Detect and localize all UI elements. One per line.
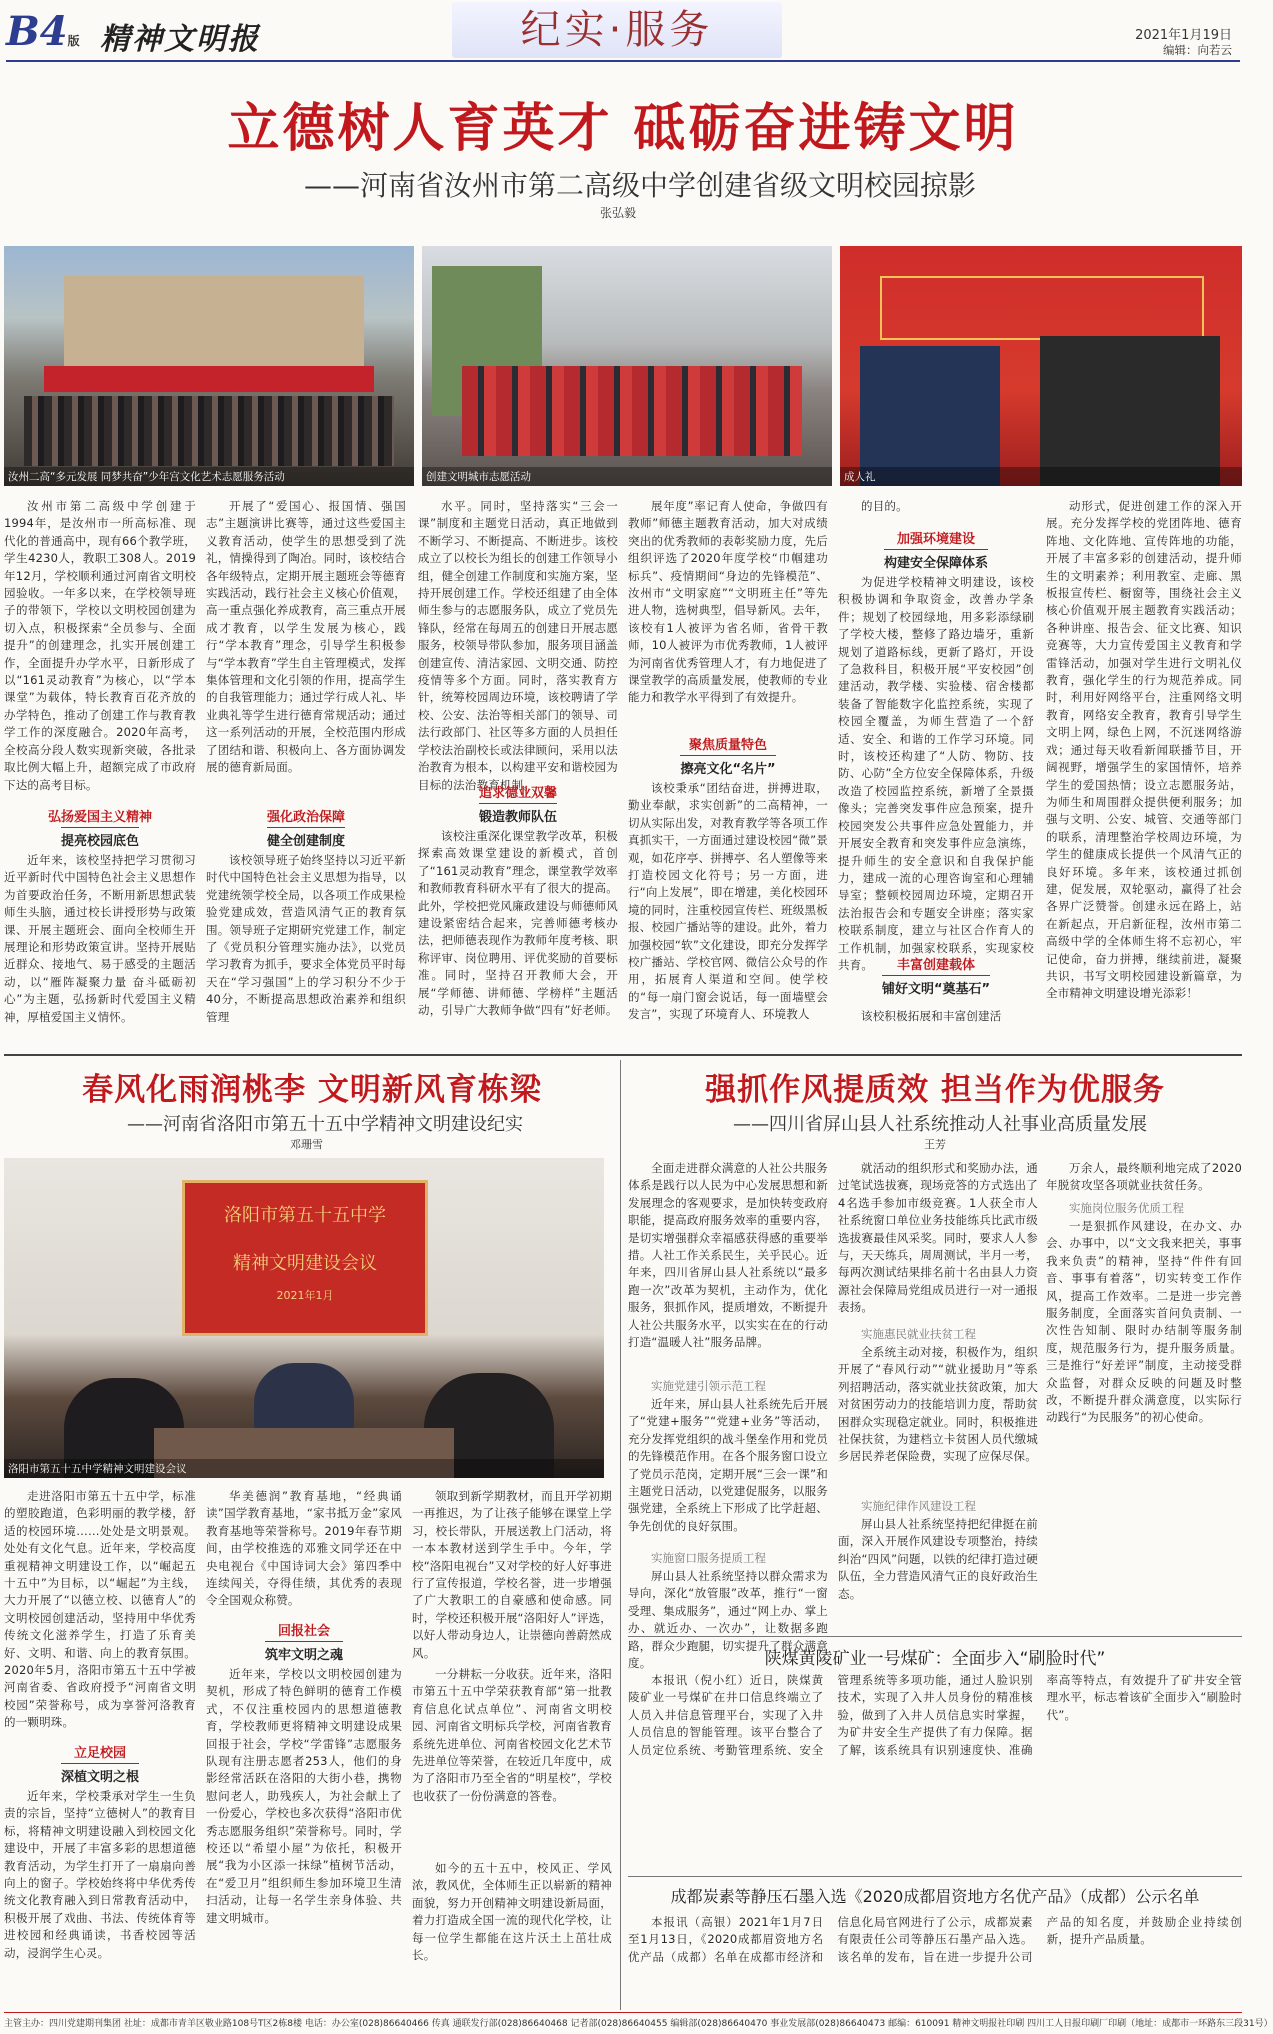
article3-col2-body2: 全系统主动对接，积极作为，组织开展了“春风行动”“就业援助月”等系列招聘活动，落实就业扶贫政策，加大对贫困劳动力的技能培训力度，帮助贫困群众实现稳定就业。同时，积极推进社保扶贫，为建档立卡贫困人员代缴城乡居民养老保险费，实现了应保尽保。 [838,1345,1038,1464]
footer-rule [4,2012,1242,2013]
article3-col1-body2: 近年来，屏山县人社系统先后开展了“党建+服务”“党建+业务”等活动，充分发挥党组织的战斗堡垒作用和党员的先锋模范作用。在各个服务窗口设立了党员示范岗，定期开展“三会一课”和主题党日活动，以党建促服务，以服务强党建，全系统上下形成了比学赶超、争先创优的良好氛围。 [628,1397,828,1533]
brief1-body: 本报讯（倪小红）近日，陕煤黄陵矿业一号煤矿在井口信息终端立了人员入井信息管理平台，实现了入井人员信息的智能管理。该平台整合了人员定位系统、考勤管理系统、安全管理系统等多项功能，通过人脸识别技术，实现了入井人员身份的精准核验，做到了入井人员信息实时掌握，为矿井安全生产提供了有力保障。据了解，该系统具有识别速度快、准确率高等特点，有效提升了矿井安全管理水平，标志着该矿全面步入“刷脸时代”。 [628,1673,1242,1757]
article3-col3-body: 万余人，最终顺利地完成了2020年脱贫攻坚各项就业扶贫任务。 [1046,1161,1242,1193]
issue-date: 2021年1月19日 [1135,28,1232,43]
article1-col5-body1: 为促进学校精神文明建设，该校积极协调和争取资金，改善办学条件；规划了校园绿地，用多彩添绿刷了学校大楼，整修了路边墙牙，重新规划了道路标线，更新了路灯，开设了急救科目，积极开展“平安校园”创建活动，教学楼、实验楼、宿舍楼都装备了智能数字化监控系统，实现了校园全覆盖，为师生营造了一个舒适、安全、和谐的工作学习环境。同时，该校还构建了“人防、物防、技防、心防”全方位安全保障体系，升级改造了校园监控系统，新增了全景摄像头；完善突发事件应急预案，提升校园突发公共事件应急处置能力，并开展安全教育和突发事件应急演练，提升师生的安全意识和自我保护能力，建成一流的心理咨询室和心理辅导室；整顿校园周边环境，定期召开法治报告会和专题安全讲座；落实家校联系制度，建立与社区合作育人的工作机制，加强家校联系，实现家校共育。 [838,575,1034,972]
article2-col3-body2: 一分耕耘一分收获。近年来，洛阳市第五十五中学荣获教育部“第一批教育信息化试点单位”、河南省文明校园、河南省文明标兵学校，河南省教育系统先进单位、河南省校园文化艺术节先进单位等荣誉，在较近几年度中，成为了洛阳市乃至全省的“明星校”，学校也收获了一份份满意的答卷。 [412,1667,612,1803]
article1-photo-2 [422,246,832,486]
article3-col1-subhead1: 实施党建引领示范工程 [651,1379,766,1393]
article1-photo-1 [4,246,414,486]
article1-col1-subhead: 弘扬爱国主义精神 提亮校园底色 [47,810,152,849]
brief1-title: 陕煤黄陵矿业一号煤矿：全面步入“刷脸时代” [764,1649,1106,1669]
article3-col1-subhead2: 实施窗口服务提质工程 [651,1551,766,1565]
article3-col1-body: 全面走进群众满意的人社公共服务体系是践行以人民为中心发展思想和新发展理念的客观要求，是加快转变政府职能，提高政府服务效率的重要内容，是切实增强群众幸福感获得感的重要举措。人社工作关系民生，关乎民心。近年来，四川省屏山县人社系统以“最多跑一次”改革为契机，主动作为，优化服务，狠抓作风，提质增效，不断提升人社公共服务水平，以实实在在的行动打造“温暖人社”服务品牌。 [628,1161,828,1350]
article2-photo [4,1158,604,1478]
section-banner [452,2,782,58]
brief2-body: 本报讯（高银）2021年1月7日至1月13日，《2020成都眉资地方名优产品（成都）名单在成都市经济和信息化局官网进行了公示，成都炭素有限责任公司等静压石墨产品入选。该名单的发布，旨在进一步提升公司产品的知名度，并鼓励企业持续创新，提升产品质量。 [628,1915,1242,1964]
article2-col1-body: 走进洛阳市第五十五中学，标准的塑胶跑道，色彩明丽的教学楼，舒适的校园环境……处处是文明景观。处处有文化气息。近年来，学校高度重视精神文明建设工作，以“崛起五十五中”为目标，以“崛起”为主线，大力开展了“以德立校、以德育人”的文明校园创建活动，坚持用中华优秀传统文化滋养学生，打造了乐育美好、文明、和谐、向上的教育氛围。2020年5月，洛阳市第五十五中学被河南省委、省政府授予“河南省文明校园”荣誉称号，成为享誉河洛教育的一颗明珠。 [4,1489,196,1730]
brief2-title: 成都炭素等静压石墨入选《2020成都眉资地方名优产品》（成都）公示名单 [670,1887,1200,1906]
article1-title: 立德树人育英才 砥砺奋进铸文明 [227,99,1019,159]
article1-subtitle: ——河南省汝州市第二高级中学创建省级文明校园掠影 [303,169,976,202]
article3-col3-body2: 一是狠抓作风建设，在办文、办会、办事中，以“文文我来把关，事事我来负责”的精神，坚持“件件有回音、事事有着落”，切实转变工作作风，提高工作效率。二是进一步完善服务制度，全面落实首问负责制、一次性告知制、限时办结制等服务制度，规范服务行为，提升服务质量。三是推行“好差评”制度，主动接受群众监督，对群众反映的问题及时整改，不断提升群众满意度，以实际行动践行“为民服务”的初心使命。 [1046,1219,1242,1425]
article1-col3-body: 水平。同时，坚持落实“三会一课”制度和主题党日活动，真正地做到不断学习、不断提高、不断进步。该校成立了以校长为组长的创建工作领导小组，健全创建工作制度和实施方案，坚持开展创建工作。学校还组建了由全体师生参与的志愿服务队，成立了党员先锋队，经常在每周五的创建日开展志愿服务，校领导带队参加，服务项目涵盖创建宣传、清洁家园、文明交通、防控疫情等多个方面。同时，落实教育方针，统筹校园周边环境，该校聘请了学校、公安、法治等相关部门的领导、司法行政部门、社区等多方面的人员担任学校法治副校长或法律顾问，采用以法治教育为根本，以构建平安和谐校园为目标的法治教育机制。 [418,499,618,792]
footer-text: 主管主办：四川党建期刊集团 社址：成都市青羊区敬业路108号T区2栋8楼 电话：办公室(028)86640466 传真 通联发行部(028)86640468 记者部(028)86640455 编辑部(028)86640470 事业发展部(028)86640473 邮编：610091 精神文明报社印刷 四川工人日报印刷厂印刷（地址：成都市一环路东三段31号） [4,2019,1273,2029]
article2-col1-body2: 近年来，学校秉承对学生一生负责的宗旨，坚持“立德树人”的教育目标，将精神文明建设融入到校园文化建设中，开展了丰富多彩的思想道德教育活动，为学生打开了一扇扇向善向上的窗子。学校始终将中华优秀传统文化教育融入到日常教育活动中，积极开展了戏曲、书法、传统体育等进校园和经典诵读，书香校园等活动，浸润学生心灵。 [4,1789,196,1960]
article1-col5-subhead2: 丰富创建载体 铺好文明“奠基石” [881,958,991,997]
article1-col3-body2: 该校注重深化课堂教学改革，积极探索高效课堂建设的新模式，首创了“161灵动教育”理念，课堂教学效率和教师教育科研水平有了很大的提高。此外，学校把党风廉政建设与师德师风建设紧密结合起来，完善师德考核办法，把师德表现作为教师年度考核、职称评审、岗位聘用、评优奖励的首要标准。同时，坚持召开教师大会，开展“学师德、讲师德、学榜样”主题活动，引导广大教师争做“四有”好老师。 [418,829,618,1018]
article1-photo-3 [840,246,1242,486]
article2-author: 邓珊雪 [290,1138,323,1151]
article3-col3-subhead1: 实施岗位服务优质工程 [1069,1201,1184,1215]
photo-caption: 成人礼 [840,467,1242,486]
article2-col3-body: 领取到新学期教材，而且开学初期一再推迟，为了让孩子能够在课堂上学习，校长带队，开展送教上门活动，将一本本教材送到学生手中。今年，学校“洛阳电视台”又对学校的好人好事进行了宣传报道，学校名誉，进一步增强了广大教职工的自豪感和使命感。同时，学校还积极开展“洛阳好人”评选，以好人带动身边人，让崇德向善蔚然成风。 [412,1489,612,1660]
article1-col4-subhead: 聚焦质量特色 擦亮文化“名片” [680,738,776,777]
article2-col2-body2: 近年来，学校以文明校园创建为契机，形成了特色鲜明的德育工作模式，不仅注重校园内的思想道德教育，学校教师更将精神文明建设成果回报于社会，学校“学雷锋”志愿服务队现有注册志愿者253人，他们的身影经常活跃在洛阳的大街小巷，携物慰问老人，助残疾人，为社会献上了一份爱心，学校也多次获得“洛阳市优秀志愿服务组织”荣誉称号。同时，学校还以“希望小屋”为依托，积极开展“我为小区添一抹绿”植树节活动，在“爱卫月”组织师生参加环境卫生清扫活动，让每一名学生亲身体验、共建文明城市。 [206,1667,402,1925]
article2-col2-subhead: 回报社会 筑牢文明之魂 [264,1624,343,1663]
article3-col2-body3: 屏山县人社系统坚持把纪律挺在前面，深入开展作风建设专项整治，持续纠治“四风”问题，以铁的纪律打造过硬队伍，全力营造风清气正的良好政治生态。 [838,1517,1038,1601]
article1-col5-body: 的目的。 [861,499,908,513]
article3-subtitle: ——四川省屏山县人社系统推动人社事业高质量发展 [733,1114,1147,1135]
section-divider [4,1054,1242,1056]
section-title: 纪实·服务 [520,7,714,53]
photo-caption: 洛阳市第五十五中学精神文明建设会议 [4,1459,604,1478]
brief1-rule [628,1636,1242,1637]
article1-col3-subhead: 追求德业双馨 锻造教师队伍 [478,786,557,825]
article3-author: 王芳 [924,1138,946,1151]
meeting-banner: 洛阳市第五十五中学 精神文明建设会议 2021年1月 [182,1180,428,1336]
page-number: B4版 [6,8,80,55]
masthead [0,0,1246,62]
article1-col1-body2: 近年来，该校坚持把学习贯彻习近平新时代中国特色社会主义思想作为首要政治任务，不断用新思想武装师生头脑，通过校长讲授形势与政策课、开展主题班会、面向全校师生开展理论和形势政策宣讲。坚持开展贴近群众、接地气、易于感受的主题活动，以“雁阵凝聚力量 奋斗砥砺初心”为主题，弘扬新时代爱国主义精神，厚植爱国主义情怀。 [4,853,196,1024]
article2-col2-body: 华美德润”教育基地，“经典诵读”国学教育基地，“家书抵万金”家风教育基地等荣誉称号。2019年春节期间，由学校推选的邓雅文同学还在中央电视台《中国诗词大会》第四季中连续闯关，夺得佳绩，其优秀的表现令全国观众称赞。 [206,1489,402,1608]
article1-col4-body: 展年度”率记育人使命，争做四有教师”师德主题教育活动，加大对成绩突出的优秀教师的表彰奖励力度，先后组织评选了2020年度学校“巾帼建功标兵”、疫情期间“身边的先锋模范”、汝州市“文明家庭”“文明班主任”等先进人物，选树典型，倡导新风。去年，该校有1人被评为省名师，省骨干教师，10人被评为市优秀教师，1人被评为河南省优秀管理人才，有力地促进了课堂教学的高质量发展，使教师的专业能力和教学水平得到了有效提升。 [628,499,828,705]
photo-caption: 汝州二高“多元发展 同梦共奋”少年宫文化艺术志愿服务活动 [4,467,414,486]
article1-col2-subhead: 强化政治保障 健全创建制度 [266,810,345,849]
article3-col2-subhead2: 实施纪律作风建设工程 [861,1499,976,1513]
article1-author: 张弘毅 [600,206,637,220]
article2-col3-body3: 如今的五十五中，校风正、学风浓，教风优，全体师生正以崭新的精神面貌，努力开创精神文明建设新局面，着力打造成全国一流的现代化学校，让每一位学生都能在这片沃土上茁壮成长。 [412,1861,612,1963]
editor-credit: 编辑：向若云 [1163,43,1232,57]
paper-name-logo: 精神文明报 [100,22,260,57]
masthead-rule [6,60,1240,62]
article1-col2-body2: 该校领导班子始终坚持以习近平新时代中国特色社会主义思想为指导，以党建统领学校全局，以各项工作成果检验党建成效，营造风清气正的教育氛围。领导班子定期研究党建工作，制定了《党员积分管理实施办法》，以党员学习教育为抓手，要求全体党员平时每天在“学习强国”上的学习积分不少于40分，不断提高思想政治素养和组织管理 [206,853,406,1024]
article1-col6-body: 动形式，促进创建工作的深入开展。充分发挥学校的党团阵地、德育阵地、文化阵地、宣传阵地的功能，开展了丰富多彩的创建活动，提升师生的文明素养；利用教室、走廊、黑板报宣传栏、橱窗等，围绕社会主义核心价值观开展主题教育实践活动；各种讲座、报告会、征文比赛、知识竞赛等，大力宣传爱国主义教育和学雷锋活动，加强对学生进行文明礼仪教育，强化学生的行为规范养成。同时，利用好网络平台，注重网络文明教育，网络安全教育，教育引导学生文明上网，绿色上网，不沉迷网络游戏；通过每天收看新闻联播节目，开阔视野，增强学生的家国情怀，培养学生的爱国热情；设立志愿服务站，为师生和周围群众提供便利服务；加强与文明、公安、城管、交通等部门的联系，清理整治学校周边环境，为学生的健康成长提供一个风清气正的良好环境。多年来，该校通过抓创建，促发展，双轮驱动，赢得了社会各界广泛赞誉。创建永远在路上，站在新起点，开启新征程，汝州市第二高级中学的全体师生将不忘初心，牢记使命，奋力拼搏，继续前进，凝聚共识，书写文明校园建设新篇章，为全市精神文明建设增光添彩！ [1046,499,1242,1001]
article1-col1-body: 汝州市第二高级中学创建于1994年，是汝州市一所高标准、现代化的普通高中，现有66个教学班，学生4230人，教职工308人。2019年12月，学校顺利通过河南省文明校园验收。一年多以来，在学校领导班子的带领下，学校以文明校园创建为切入点，积极探索“全员参与、全面提升”的创建理念，扎实开展创建工作，全面提升办学水平，日新形成了以“161灵动教育”为核心，以“学本课堂”为载体，特长教育百花齐放的办学特色，推动了创建工作与教育教学工作的深度融合。2020年高考，全校高分段人数实现新突破，各批录取比例大幅上升，超额完成了市政府下达的高考目标。 [4,499,196,792]
article3-col1-body3: 屏山县人社系统坚持以群众需求为导向，深化“放管服”改革，推行“一窗受理、集成服务”，通过“网上办、掌上办、就近办、一次办”，让数据多跑路，群众少跑腿，切实提升了群众满意度。 [628,1569,828,1671]
photo-caption: 创建文明城市志愿活动 [422,467,832,486]
article3-col2-body: 就活动的组织形式和奖励办法，通过笔试选拔赛，现场竞答的方式选出了4名选手参加市级竞赛。1人获全市人社系统窗口单位业务技能练兵比武市级选拔赛最佳风采奖。同时，要求人人参与，天天练兵，周周测试，半月一考，每两次测试结果排名前十名由县人力资源社会保障局党组成员进行一对一通报表扬。 [838,1161,1038,1315]
article1-col5-body2: 该校积极拓展和丰富创建活 [861,1009,1002,1023]
article3-title: 强抓作风提质效 担当作为优服务 [705,1072,1165,1108]
article2-col1-subhead: 立足校园 深植文明之根 [60,1746,139,1785]
article2-title: 春风化雨润桃李 文明新风育栋梁 [82,1072,542,1108]
article1-col2-body: 开展了“爱国心、报国情、强国志”主题演讲比赛等，通过这些爱国主义教育活动，使学生的思想受到了洗礼，情操得到了陶冶。同时，该校结合各年级特点，定期开展主题班会等德育实践活动，践行社会主义核心价值观，高一重点强化养成教育，高三重点开展成才教育，以学生发展为核心，践行“学本教育”理念，引导学生积极参与“学本教育”学生自主管理模式，发挥集体管理和文化引领的作用，提高学生的自我管理能力；通过学行成人礼、毕业典礼等学生进行德育常规活动；通过这一系列活动的开展，全校范围内形成了团结和谐、积极向上、各方面协调发展的德育新局面。 [206,499,406,775]
article1-col5-subhead1: 加强环境建设 构建安全保障体系 [883,532,988,571]
article2-subtitle: ——河南省洛阳市第五十五中学精神文明建设纪实 [127,1114,523,1135]
column-divider [620,1060,621,2010]
article1-col4-body2: 该校秉承“团结奋进，拼搏进取，勤业奉献，求实创新”的二高精神，一切从实际出发，对教育教学等各项工作真抓实干，一方面通过建设校园“微”景观，如花序亭、拼搏亭、名人塑像等来打造校园文化符号；另一方面，进行“向上发展”，即在增建，美化校园环境的同时，注重校园宣传栏、班级黑板报、校园广播站等的建设。此外，着力加强校园“软”文化建设，即充分发挥学校广播站、学校官网、微信公众号的作用，拓展育人渠道和空间。使学校的“每一扇门窗会说话，每一面墙壁会发言”，实现了环境育人、环境教人 [628,781,828,1022]
brief2-rule [628,1876,1242,1877]
article3-col2-subhead1: 实施惠民就业扶贫工程 [861,1327,976,1341]
